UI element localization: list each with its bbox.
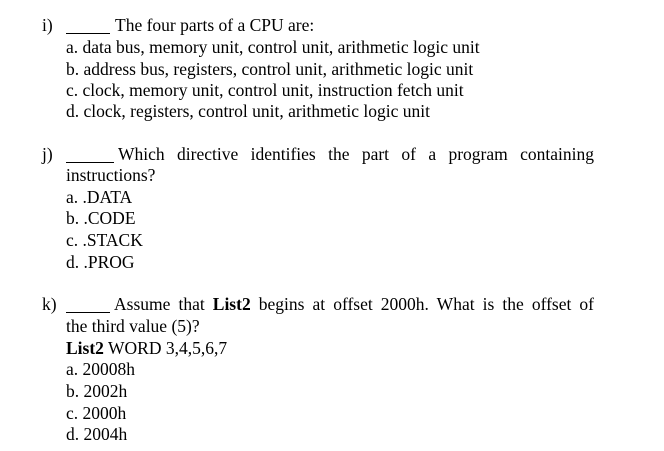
- option-b: b. .CODE: [66, 208, 136, 228]
- option-c: c. .STACK: [66, 230, 143, 250]
- question-stem-line-2: the third value (5)?: [66, 316, 200, 336]
- question-number: k): [42, 294, 57, 314]
- option-c: c. 2000h: [66, 403, 127, 423]
- code-line: [66, 338, 227, 359]
- answer-blank[interactable]: [66, 162, 114, 163]
- answer-blank[interactable]: [66, 312, 110, 313]
- question-number: j): [42, 144, 53, 164]
- option-d: d. .PROG: [66, 252, 135, 272]
- question-stem-line-1: [114, 294, 594, 315]
- answer-blank[interactable]: [66, 33, 110, 34]
- question-stem-line-2: instructions?: [66, 165, 156, 185]
- option-d: d. 2004h: [66, 424, 128, 444]
- question-number: i): [42, 15, 53, 35]
- code-rest: WORD 3,4,5,6,7: [103, 338, 228, 358]
- option-a: a. .DATA: [66, 187, 133, 207]
- option-b: b. address bus, registers, control unit, arithmetic logic unit: [66, 59, 474, 79]
- option-c: c. clock, memory unit, control unit, instruction fetch unit: [66, 80, 464, 100]
- stem-text-pre: Assume that: [114, 294, 213, 314]
- question-stem-line-1: Which directive identifies the part of a program containing: [118, 144, 594, 164]
- code-label: List2: [66, 338, 104, 358]
- option-b: b. 2002h: [66, 381, 128, 401]
- stem-text-bold: List2: [212, 294, 251, 314]
- option-a: a. 20008h: [66, 359, 136, 379]
- question-stem: The four parts of a CPU are:: [115, 15, 315, 35]
- option-a: a. data bus, memory unit, control unit, arithmetic logic unit: [66, 37, 480, 57]
- option-d: d. clock, registers, control unit, arithmetic logic unit: [66, 101, 431, 121]
- stem-text-post: begins at offset 2000h. What is the offset of: [250, 294, 594, 314]
